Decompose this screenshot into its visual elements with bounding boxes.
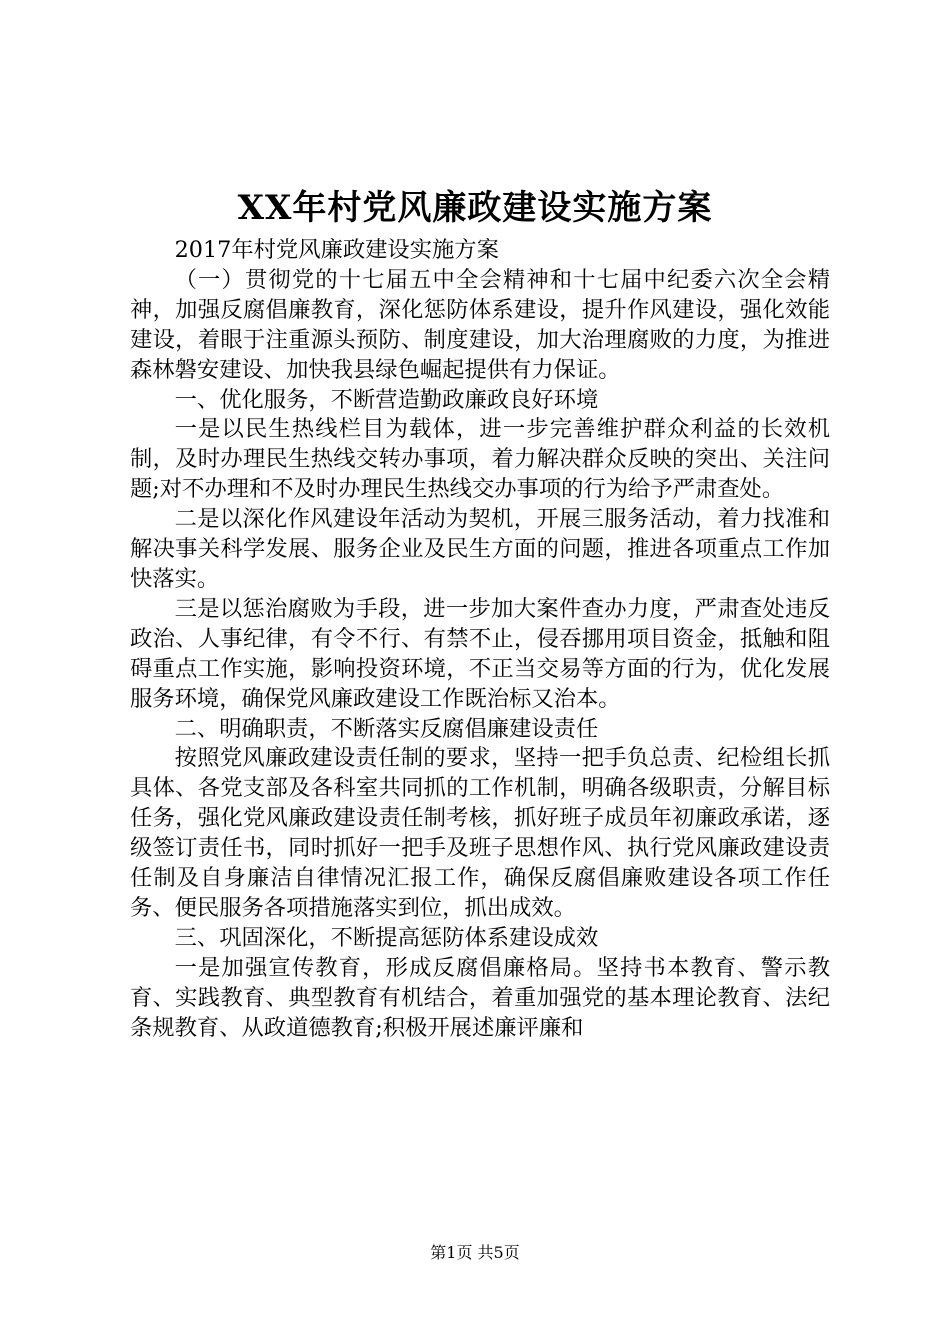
section-heading: 一、优化服务，不断营造勤政廉政良好环境 (174, 386, 599, 413)
section-heading: 二、明确职责，不断落实反腐倡廉建设责任 (174, 715, 599, 742)
paragraph: 一是以民生热线栏目为载体，进一步完善维护群众利益的长效机制，及时办理民生热线交转办事项，着力解决群众反映的突出、关注问题;对不办理和不及时办理民生热线交办事项的行为给予严肃查处。 (130, 416, 830, 503)
document-title: XX年村党风廉政建设实施方案 (237, 188, 713, 228)
paragraph: 二是以深化作风建设年活动为契机，开展三服务活动，着力找准和解决事关科学发展、服务企业及民生方面的问题，推进各项重点工作加快落实。 (130, 506, 830, 592)
document-body (130, 236, 830, 1043)
page-number-footer: 第1页 共5页 (430, 1243, 520, 1262)
paragraph: 按照党风廉政建设责任制的要求，坚持一把手负总责、纪检组长抓具体、各党支部及各科室共同抓的工作机制，明确各级职责，分解目标任务，强化党风廉政建设责任制考核，抓好班子成员年初廉政承诺，逐级签订责任书，同时抓好一把手及班子思想作风、执行党风廉政建设责任制及自身廉洁自律情况汇报工作，确保反腐倡廉败建设各项工作任务、便民服务各项措施落实到位，抓出成效。 (130, 745, 830, 921)
paragraph-subtitle: 2017年村党风廉政建设实施方案 (174, 237, 499, 263)
paragraph: 一是加强宣传教育，形成反腐倡廉格局。坚持书本教育、警示教育、实践教育、典型教育有机结合，着重加强党的基本理论教育、法纪条规教育、从政道德教育;积极开展述廉评廉和 (130, 954, 830, 1041)
section-heading: 三、巩固深化，不断提高惩防体系建设成效 (174, 924, 599, 951)
paragraph: 三是以惩治腐败为手段，进一步加大案件查办力度，严肃查处违反政治、人事纪律，有令不行、有禁不止，侵吞挪用项目资金，抵触和阻碍重点工作实施，影响投资环境，不正当交易等方面的行为，优化发展服务环境，确保党风廉政建设工作既治标又治本。 (130, 595, 830, 712)
paragraph: （一）贯彻党的十七届五中全会精神和十七届中纪委六次全会精神，加强反腐倡廉教育，深化惩防体系建设，提升作风建设，强化效能建设，着眼于注重源头预防、制度建设，加大治理腐败的力度，为推进森林磐安建设、加快我县绿色崛起提供有力保证。 (130, 266, 830, 383)
